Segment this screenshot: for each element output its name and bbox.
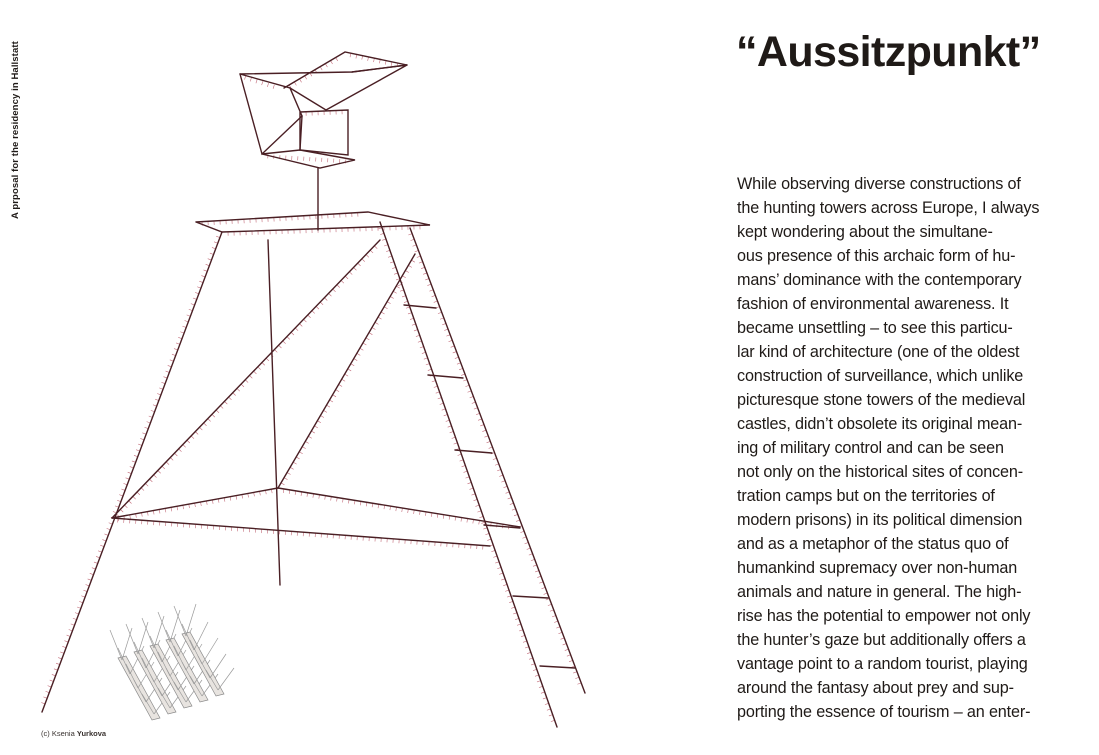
- spike-hatch: [250, 78, 251, 82]
- body-line: vantage point to a random tourist, playing: [737, 655, 1028, 673]
- credit-prefix: (c) Ksenia: [41, 729, 75, 738]
- body-line: the hunting towers across Europe, I always: [737, 199, 1040, 217]
- body-text: [737, 172, 1082, 724]
- bird-spike-strips-icon: [110, 604, 234, 720]
- spike-hatch: [256, 79, 257, 83]
- body-line: kept wondering about the simultane-: [737, 223, 993, 241]
- body-line: picturesque stone towers of the medieval: [737, 391, 1026, 409]
- body-line: ous presence of this archaic form of hu-: [737, 247, 1016, 265]
- spike-hatch: [262, 81, 263, 85]
- body-line: ing of military control and can be seen: [737, 439, 1004, 457]
- body-line: became unsettling – to see this particu-: [737, 319, 1013, 337]
- body-line: animals and nature in general. The high-: [737, 583, 1022, 601]
- body-line: mans’ dominance with the contemporary: [737, 271, 1022, 289]
- body-line: modern prisons) in its political dimension: [737, 511, 1023, 529]
- body-line: castles, didn’t obsolete its original mean-: [737, 415, 1023, 433]
- body-line: fashion of environmental awareness. It: [737, 295, 1009, 313]
- body-line: lar kind of architecture (one of the oldest: [737, 343, 1020, 361]
- spike-fringe: [41, 53, 581, 721]
- side-label: A prposal for the residency in Hallstatt: [10, 41, 21, 219]
- body-line: around the fantasy about prey and sup-: [737, 679, 1014, 697]
- body-line: While observing diverse constructions of: [737, 175, 1021, 193]
- body-line: humankind supremacy over non-human: [737, 559, 1018, 577]
- credit-name: Yurkova: [76, 729, 107, 738]
- page-title: “Aussitzpunkt”: [736, 28, 1041, 76]
- tower-frame: [42, 52, 585, 727]
- body-line: not only on the historical sites of concen-: [737, 463, 1023, 481]
- spike-hatch: [267, 83, 268, 87]
- body-line: and as a metaphor of the status quo of: [737, 535, 1009, 553]
- spike-hatch: [273, 85, 274, 89]
- spike-hatch: [245, 76, 246, 80]
- body-line: construction of surveillance, which unlike: [737, 367, 1024, 385]
- credit-line: [41, 729, 106, 738]
- body-line: tration camps but on the territories of: [737, 487, 995, 505]
- body-line: porting the essence of tourism – an enter-: [737, 703, 1031, 721]
- body-line: the hunter’s gaze but additionally offers a: [737, 631, 1026, 649]
- body-line: rise has the potential to empower not only: [737, 607, 1031, 625]
